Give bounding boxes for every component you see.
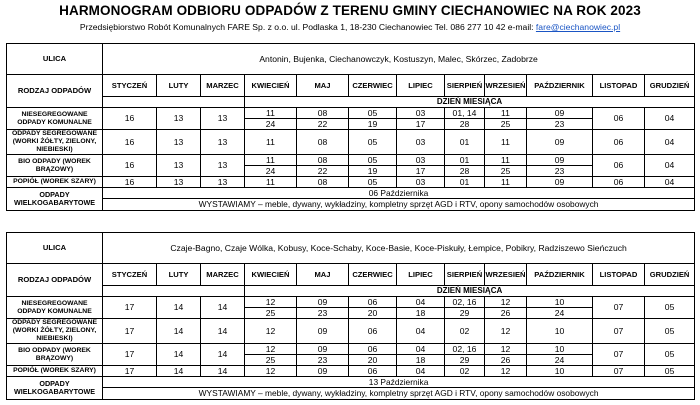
pickup-day: 26 [485, 355, 527, 366]
pickup-day: 12 [485, 366, 527, 377]
month-header: LISTOPAD [593, 264, 645, 286]
pickup-day: 05 [349, 108, 397, 119]
pickup-day: 05 [645, 319, 695, 344]
waste-type-komunalne: NIESEGREGOWANE ODPADY KOMUNALNE [7, 108, 103, 130]
month-header: MARZEC [201, 264, 245, 286]
table-row [7, 366, 695, 377]
pickup-day: 24 [245, 119, 297, 130]
table-row [7, 319, 695, 344]
pickup-day: 09 [297, 344, 349, 355]
pickup-day: 13 [201, 177, 245, 188]
table-row [7, 97, 695, 108]
waste-type-segregowane: ODPADY SEGREGOWANE (WORKI ŻÓŁTY, ZIELONY, NIEBIESKI) [7, 130, 103, 155]
pickup-day: 11 [245, 177, 297, 188]
pickup-day: 05 [645, 366, 695, 377]
table-row [7, 233, 695, 264]
pickup-day: 09 [297, 319, 349, 344]
pickup-day: 20 [349, 355, 397, 366]
pickup-day: 05 [645, 344, 695, 366]
pickup-day: 06 [349, 297, 397, 308]
schedule-table-1 [6, 43, 695, 211]
pickup-day: 24 [527, 308, 593, 319]
waste-type-popiol: POPIÓŁ (WOREK SZARY) [7, 177, 103, 188]
pickup-day: 01 [445, 155, 485, 166]
pickup-day: 12 [485, 297, 527, 308]
month-header: LUTY [157, 264, 201, 286]
table-row [7, 199, 695, 211]
table-row [7, 130, 695, 155]
month-header: LIPIEC [397, 264, 445, 286]
company-info [0, 22, 700, 32]
pickup-day: 07 [593, 366, 645, 377]
pickup-day: 17 [103, 319, 157, 344]
pickup-day: 04 [397, 319, 445, 344]
pickup-day: 16 [103, 130, 157, 155]
table-row [7, 286, 695, 297]
pickup-day: 25 [245, 308, 297, 319]
waste-type-bio: BIO ODPADY (WOREK BRĄZOWY) [7, 344, 103, 366]
pickup-day: 01 [445, 177, 485, 188]
waste-type-header: RODZAJ ODPADÓW [7, 264, 103, 297]
pickup-day: 17 [397, 166, 445, 177]
month-header: KWIECIEŃ [245, 264, 297, 286]
pickup-day: 17 [103, 344, 157, 366]
pickup-day: 19 [349, 166, 397, 177]
pickup-day: 14 [201, 366, 245, 377]
pickup-day: 03 [397, 130, 445, 155]
waste-type-popiol: POPIÓŁ (WOREK SZARY) [7, 366, 103, 377]
pickup-day: 19 [349, 119, 397, 130]
pickup-day: 14 [201, 319, 245, 344]
month-header: STYCZEŃ [103, 264, 157, 286]
pickup-day: 23 [527, 166, 593, 177]
pickup-day: 10 [527, 297, 593, 308]
pickup-day: 08 [297, 108, 349, 119]
month-header: GRUDZIEŃ [645, 75, 695, 97]
pickup-day: 29 [445, 308, 485, 319]
table-row [7, 344, 695, 355]
pickup-day: 28 [445, 119, 485, 130]
pickup-day: 14 [157, 319, 201, 344]
pickup-day: 04 [645, 130, 695, 155]
pickup-day: 16 [103, 177, 157, 188]
table-row [7, 44, 695, 75]
pickup-day: 09 [297, 366, 349, 377]
month-header: STYCZEŃ [103, 75, 157, 97]
pickup-day: 13 [157, 108, 201, 130]
pickup-day: 07 [593, 344, 645, 366]
day-of-month-label: DZIEŃ MIESIĄCA [245, 286, 695, 297]
pickup-day: 02, 16 [445, 344, 485, 355]
pickup-day: 25 [485, 166, 527, 177]
pickup-day: 17 [103, 366, 157, 377]
table-row [7, 177, 695, 188]
month-header: CZERWIEC [349, 75, 397, 97]
pickup-day: 23 [527, 119, 593, 130]
street-list: Antonin, Bujenka, Ciechanowczyk, Kostuszyn, Malec, Skórzec, Zadobrze [103, 44, 695, 75]
month-header: SIERPIEŃ [445, 264, 485, 286]
pickup-day: 04 [397, 366, 445, 377]
pickup-day: 06 [593, 130, 645, 155]
pickup-day: 08 [297, 130, 349, 155]
pickup-day: 14 [157, 366, 201, 377]
pickup-day: 20 [349, 308, 397, 319]
pickup-day: 12 [245, 319, 297, 344]
pickup-day: 12 [245, 344, 297, 355]
pickup-day: 06 [593, 155, 645, 177]
month-header: MAJ [297, 264, 349, 286]
pickup-day: 06 [593, 177, 645, 188]
pickup-day: 05 [349, 155, 397, 166]
pickup-day: 13 [201, 155, 245, 177]
month-header: MAJ [297, 75, 349, 97]
month-header: LUTY [157, 75, 201, 97]
month-header: SIERPIEŃ [445, 75, 485, 97]
month-header: LISTOPAD [593, 75, 645, 97]
month-header: CZERWIEC [349, 264, 397, 286]
blank-cell [103, 97, 245, 108]
pickup-day: 03 [397, 108, 445, 119]
pickup-day: 11 [245, 108, 297, 119]
pickup-day: 11 [485, 108, 527, 119]
pickup-day: 26 [485, 308, 527, 319]
pickup-day: 04 [645, 155, 695, 177]
waste-type-komunalne: NIESEGREGOWANE ODPADY KOMUNALNE [7, 297, 103, 319]
pickup-day: 29 [445, 355, 485, 366]
bulky-waste-date: 13 Października [103, 377, 695, 388]
pickup-day: 24 [527, 355, 593, 366]
pickup-day: 06 [593, 108, 645, 130]
pickup-day: 05 [349, 177, 397, 188]
schedule-table-2 [6, 232, 695, 400]
waste-type-wielkogabarytowe: ODPADY WIELKOGABARYTOWE [7, 377, 103, 400]
pickup-day: 02 [445, 319, 485, 344]
blank-cell [103, 286, 245, 297]
pickup-day: 04 [397, 344, 445, 355]
month-header: PAŹDZIERNIK [527, 75, 593, 97]
table-row [7, 377, 695, 388]
pickup-day: 11 [245, 155, 297, 166]
pickup-day: 01, 14 [445, 108, 485, 119]
table-row [7, 155, 695, 166]
pickup-day: 04 [645, 108, 695, 130]
pickup-day: 12 [245, 366, 297, 377]
table-row [7, 297, 695, 308]
pickup-day: 09 [527, 130, 593, 155]
pickup-day: 02, 16 [445, 297, 485, 308]
pickup-day: 23 [297, 308, 349, 319]
pickup-day: 03 [397, 155, 445, 166]
pickup-day: 17 [397, 119, 445, 130]
pickup-day: 07 [593, 297, 645, 319]
bulky-waste-date: 06 Października [103, 188, 695, 199]
pickup-day: 16 [103, 108, 157, 130]
pickup-day: 11 [485, 155, 527, 166]
pickup-day: 10 [527, 366, 593, 377]
day-of-month-label: DZIEŃ MIESIĄCA [245, 97, 695, 108]
pickup-day: 28 [445, 166, 485, 177]
pickup-day: 06 [349, 344, 397, 355]
table-row [7, 188, 695, 199]
bulky-waste-note: WYSTAWIAMY – meble, dywany, wykładziny, kompletny sprzęt AGD i RTV, opony samochodów osobowych [103, 388, 695, 400]
pickup-day: 10 [527, 344, 593, 355]
month-header: KWIECIEŃ [245, 75, 297, 97]
pickup-day: 07 [593, 319, 645, 344]
pickup-day: 24 [245, 166, 297, 177]
pickup-day: 17 [103, 297, 157, 319]
street-header: ULICA [7, 44, 103, 75]
pickup-day: 14 [157, 344, 201, 366]
pickup-day: 11 [245, 130, 297, 155]
pickup-day: 11 [485, 130, 527, 155]
pickup-day: 09 [527, 108, 593, 119]
pickup-day: 09 [527, 155, 593, 166]
pickup-day: 13 [157, 130, 201, 155]
waste-type-segregowane: ODPADY SEGREGOWANE (WORKI ŻÓŁTY, ZIELONY, NIEBIESKI) [7, 319, 103, 344]
pickup-day: 12 [245, 297, 297, 308]
pickup-day: 12 [485, 319, 527, 344]
waste-type-header: RODZAJ ODPADÓW [7, 75, 103, 108]
pickup-day: 08 [297, 155, 349, 166]
pickup-day: 06 [349, 319, 397, 344]
pickup-day: 01 [445, 130, 485, 155]
pickup-day: 13 [157, 155, 201, 177]
pickup-day: 16 [103, 155, 157, 177]
waste-type-wielkogabarytowe: ODPADY WIELKOGABARYTOWE [7, 188, 103, 211]
table-row [7, 388, 695, 400]
pickup-day: 13 [157, 177, 201, 188]
pickup-day: 04 [645, 177, 695, 188]
pickup-day: 18 [397, 308, 445, 319]
pickup-day: 06 [349, 366, 397, 377]
pickup-day: 18 [397, 355, 445, 366]
pickup-day: 09 [297, 297, 349, 308]
table-row [7, 75, 695, 97]
pickup-day: 04 [397, 297, 445, 308]
table-row [7, 108, 695, 119]
bulky-waste-note: WYSTAWIAMY – meble, dywany, wykładziny, kompletny sprzęt AGD i RTV, opony samochodów osobowych [103, 199, 695, 211]
pickup-day: 12 [485, 344, 527, 355]
street-list: Czaje-Bagno, Czaje Wólka, Kobusy, Koce-Schaby, Koce-Basie, Koce-Piskuły, Łempice, Pobikry, Radziszewo Sieńczuch [103, 233, 695, 264]
month-header: WRZESIEŃ [485, 75, 527, 97]
pickup-day: 08 [297, 177, 349, 188]
pickup-day: 22 [297, 166, 349, 177]
pickup-day: 05 [645, 297, 695, 319]
waste-type-bio: BIO ODPADY (WOREK BRĄZOWY) [7, 155, 103, 177]
page-title: HARMONOGRAM ODBIORU ODPADÓW Z TERENU GMINY CIECHANOWIEC NA ROK 2023 [59, 3, 641, 18]
month-header: WRZESIEŃ [485, 264, 527, 286]
pickup-day: 05 [349, 130, 397, 155]
pickup-day: 14 [157, 297, 201, 319]
pickup-day: 13 [201, 130, 245, 155]
table-row [7, 264, 695, 286]
street-header: ULICA [7, 233, 103, 264]
month-header: GRUDZIEŃ [645, 264, 695, 286]
month-header: PAŹDZIERNIK [527, 264, 593, 286]
pickup-day: 22 [297, 119, 349, 130]
pickup-day: 02 [445, 366, 485, 377]
pickup-day: 10 [527, 319, 593, 344]
pickup-day: 14 [201, 297, 245, 319]
month-header: LIPIEC [397, 75, 445, 97]
pickup-day: 25 [245, 355, 297, 366]
pickup-day: 03 [397, 177, 445, 188]
company-address: Przedsiębiorstwo Robót Komunalnych FARE Sp. z o.o. ul. Podlaska 1, 18-230 Ciechanowiec Tel. 086 277 10 42 e-mail: [79, 22, 536, 32]
pickup-day: 09 [527, 177, 593, 188]
pickup-day: 13 [201, 108, 245, 130]
pickup-day: 14 [201, 344, 245, 366]
pickup-day: 11 [485, 177, 527, 188]
month-header: MARZEC [201, 75, 245, 97]
email-link[interactable]: fare@ciechanowiec.pl [535, 22, 621, 32]
pickup-day: 23 [297, 355, 349, 366]
pickup-day: 25 [485, 119, 527, 130]
